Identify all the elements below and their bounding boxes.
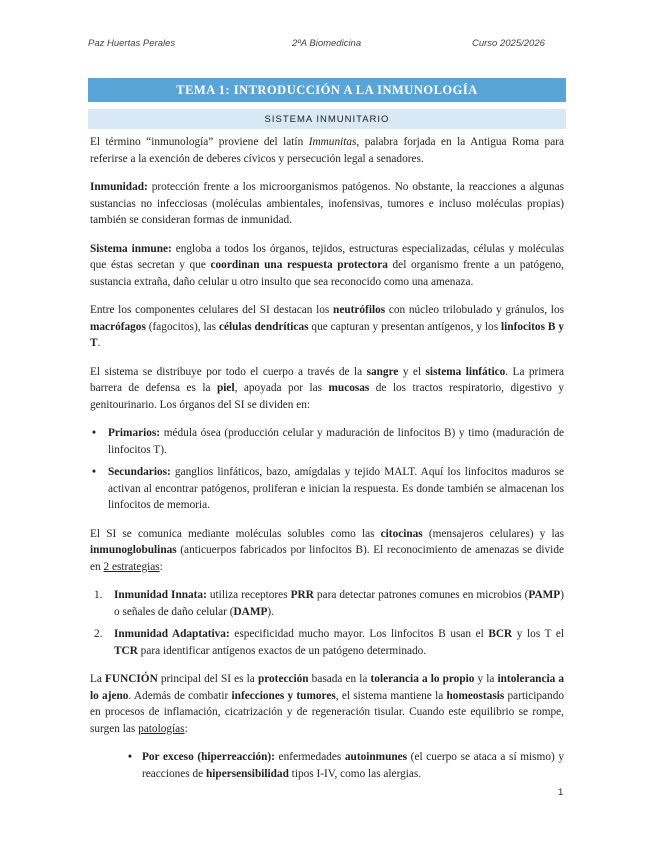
strategy-list	[90, 587, 564, 659]
paragraph-cell-components: Entre los componentes celulares del SI destacan los neutrófilos con núcleo trilobulado y gránulos, los macrófagos (fagocitos), las células dendríticas que capturan y presentan antígenos, y los linfocitos B y T.	[90, 304, 565, 349]
list-item-innate-immunity: 1. Inmunidad Innata: utiliza receptores PRR para detectar patrones comunes en microbios (PAMP) o señales de daño celular (DAMP).	[94, 589, 564, 618]
paragraph-distribution: El sistema se distribuye por todo el cuerpo a través de la sangre y el sistema linfático. La primera barrera de defensa es la piel, apoyada por las mucosas de los tractos respiratorio, digestivo y genitourinario. Los órganos del SI se dividen en:	[90, 365, 565, 411]
list-item-adaptive-immunity: 2. Inmunidad Adaptativa: especificidad mucho mayor. Los linfocitos B usan el BCR y los T el TCR para identificar antígenos exactos de un patógeno determinado.	[94, 628, 565, 657]
pathology-list	[90, 749, 564, 782]
paragraph-function: La FUNCIÓN principal del SI es la protección basada en la tolerancia a lo propio y la intolerancia a lo ajeno. Además de combatir infecciones y tumores, el sistema mantiene la homeostasis participando en procesos de inflamación, cicatrización y de regeneración tisular. Cuando este equilibrio se rompe, surgen las patologías:	[90, 673, 564, 735]
page-number: 1	[558, 787, 564, 798]
header-author: Paz Huertas Perales	[88, 38, 176, 49]
list-item-hyperreaction: • Por exceso (hiperreacción): enfermedades autoinmunes (el cuerpo se ataca a sí mismo) y reacciones de hipersensibilidad tipos I-IV, como las alergias.	[128, 749, 564, 782]
list-item-secondary-organs: • Secundarios: ganglios linfáticos, bazo, amígdalas y tejido MALT. Aquí los linfocitos maduros se activan al encontrar patógenos, proliferan e inician la respuesta. Es donde también se almacenan los linfocitos de memoria.	[90, 464, 564, 514]
list-item-primary-organs: • Primarios: médula ósea (producción celular y maduración de linfocitos B) y timo (maduración de linfocitos T).	[90, 425, 564, 458]
paragraph-immunity: Inmunidad: protección frente a los microorganismos patógenos. No obstante, la reacciones a algunas sustancias no infecciosas (moléculas ambientales, inofensivas, tumores e incluso moléculas propias) también se consideran formas de inmunidad.	[90, 181, 564, 226]
paragraph-immune-system: Sistema inmune: engloba a todos los órganos, tejidos, estructuras especializadas, células y moléculas que éstas secretan y que coordinan una respuesta protectora del organismo frente a un patógeno, sustancia extraña, daño celular u otro insulto que sea reconocido como una amenaza.	[90, 242, 564, 288]
chapter-title-bar	[88, 78, 566, 102]
paragraph-communication: El SI se comunica mediante moléculas solubles como las citocinas (mensajeros celulares) y las inmunoglobulinas (anticuerpos fabricados por linfocitos B). El reconocimiento de amenazas se divide en 2 estrategias:	[90, 527, 564, 573]
section-heading: SISTEMA INMUNITARIO	[264, 113, 390, 125]
header-course: 2ºA Biomedicina	[292, 38, 362, 49]
paragraph-etymology: El término “inmunología” proviene del latín Immunitas, palabra forjada en la Antigua Roma para referirse a la exención de deberes cívicos y persecución legal a senadores.	[90, 136, 564, 165]
document-body	[90, 134, 564, 782]
organ-list	[90, 425, 564, 514]
section-heading-bar	[88, 109, 566, 129]
header-year: Curso 2025/2026	[472, 38, 545, 49]
chapter-title: TEMA 1: INTRODUCCIÓN A LA INMUNOLOGÍA	[176, 82, 478, 97]
